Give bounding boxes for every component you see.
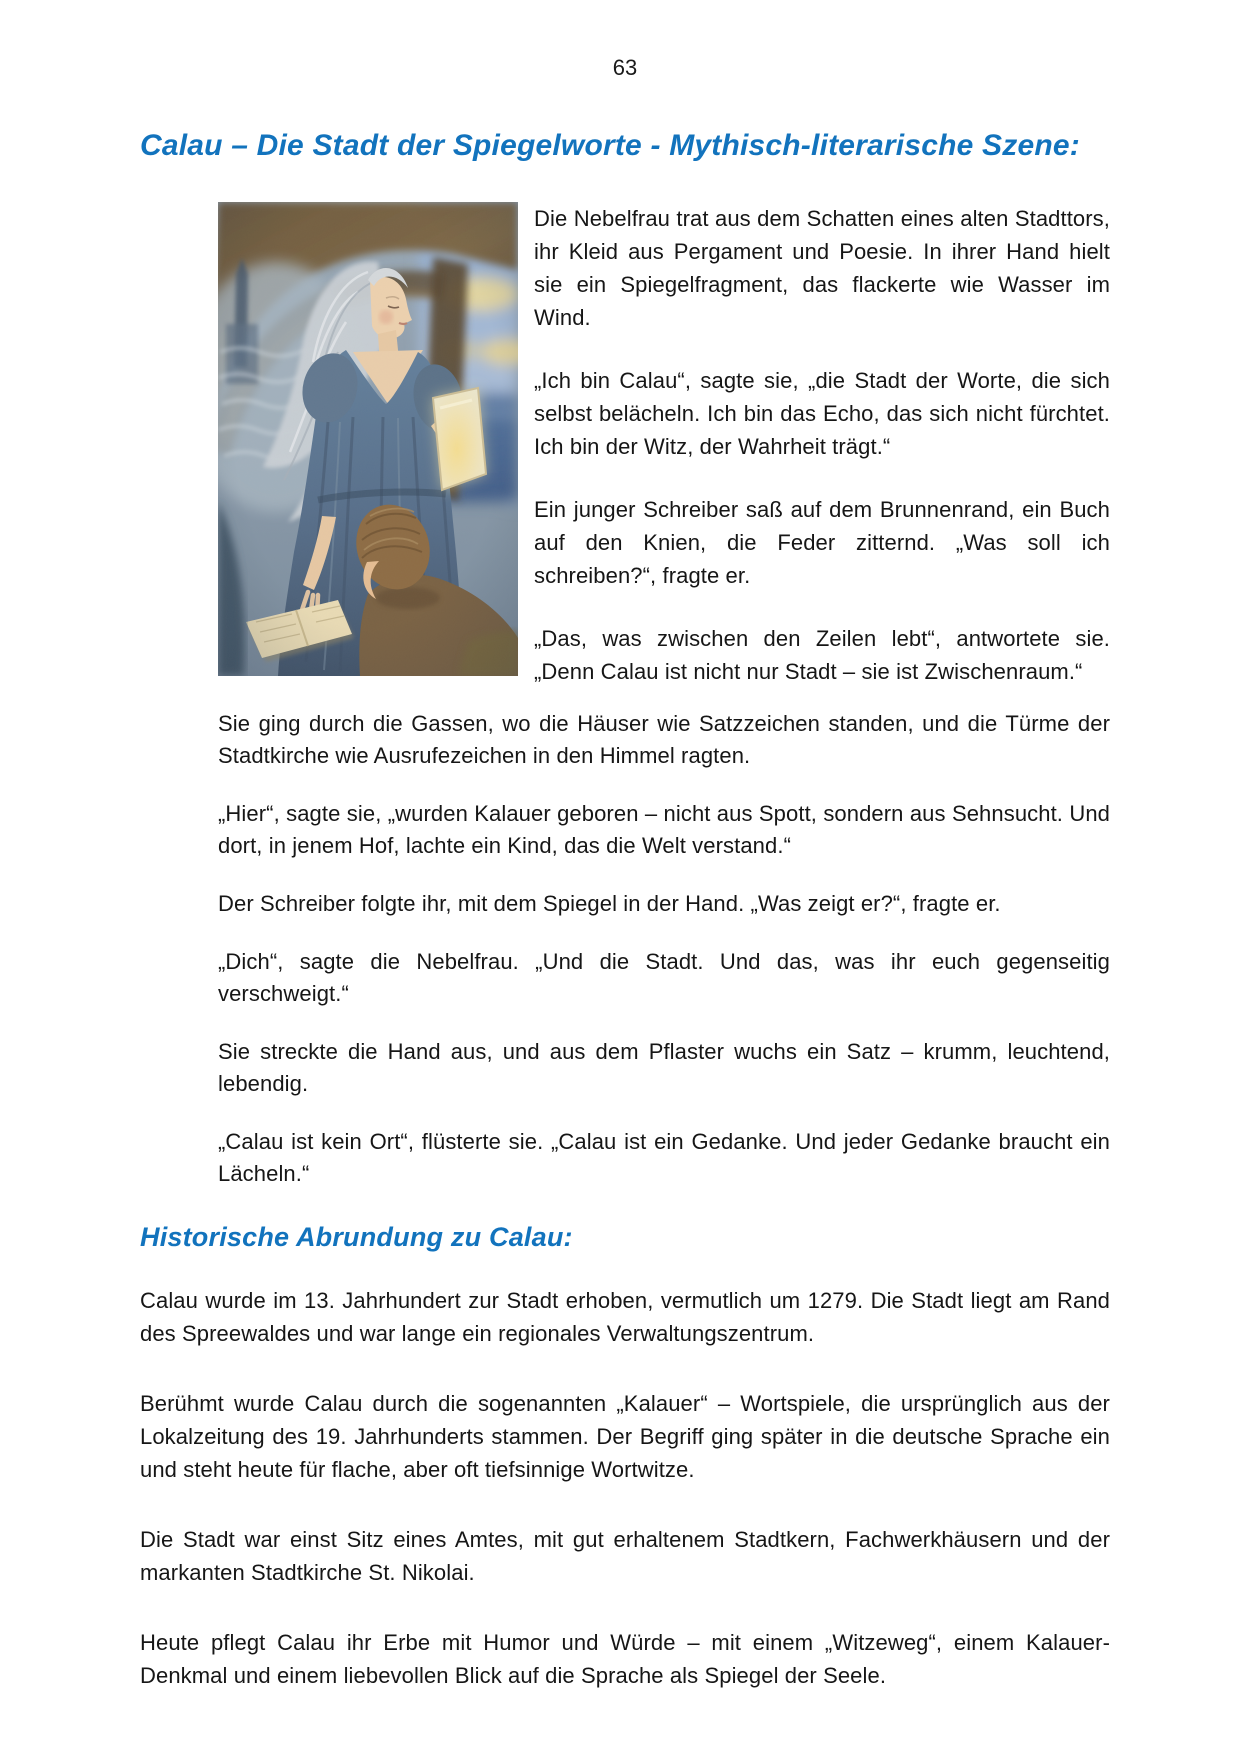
scene-side-text xyxy=(534,202,1110,688)
scene-section-title: Calau – Die Stadt der Spiegelworte - Mythisch-literarische Szene: xyxy=(140,129,1080,162)
nebelfrau-painting-svg xyxy=(218,202,518,676)
paragraph: „Ich bin Calau“, sagte sie, „die Stadt der Worte, die sich selbst belächeln. Ich bin das Echo, das sich nicht fürchtet. Ich bin der Witz, der Wahrheit trägt.“ xyxy=(534,368,1110,459)
paragraph: „Das, was zwischen den Zeilen lebt“, antwortete sie. „Denn Calau ist nicht nur Stadt – sie ist Zwischenraum.“ xyxy=(534,626,1110,684)
paragraph: „Dich“, sagte die Nebelfrau. „Und die Stadt. Und das, was ihr euch gegenseitig verschweigt.“ xyxy=(218,949,1110,1006)
paragraph: Berühmt wurde Calau durch die sogenannten „Kalauer“ – Wortspiele, die ursprünglich aus der Lokalzeitung des 19. Jahrhunderts stammen. Der Begriff ging später in die deutsche Sprache ein und steht heute für flache, aber oft tiefsinnige Wortwitze. xyxy=(140,1391,1110,1482)
paragraph: Sie ging durch die Gassen, wo die Häuser wie Satzzeichen standen, und die Türme der Stadtkirche wie Ausrufezeichen in den Himmel ragten. xyxy=(218,711,1110,768)
paragraph: Calau wurde im 13. Jahrhundert zur Stadt erhoben, vermutlich um 1279. Die Stadt liegt am Rand des Spreewaldes und war lange ein regionales Verwaltungszentrum. xyxy=(140,1288,1110,1346)
paragraph: Heute pflegt Calau ihr Erbe mit Humor und Würde – mit einem „Witzeweg“, einem Kalauer-Denkmal und einem liebevollen Blick auf die Sprache als Spiegel der Seele. xyxy=(140,1630,1110,1688)
paragraph: Die Nebelfrau trat aus dem Schatten eines alten Stadttors, ihr Kleid aus Pergament und Poesie. In ihrer Hand hielt sie ein Spiegelfragment, das flackerte wie Wasser im Wind. xyxy=(534,206,1110,330)
scene-section xyxy=(218,202,1110,1190)
paragraph: „Hier“, sagte sie, „wurden Kalauer geboren – nicht aus Spott, sondern aus Sehnsucht. Und dort, in jenem Hof, lachte ein Kind, das die Welt verstand.“ xyxy=(218,801,1110,858)
history-section xyxy=(140,1284,1110,1692)
history-section-title: Historische Abrundung zu Calau: xyxy=(140,1222,573,1252)
page-number: 63 xyxy=(612,55,638,80)
scene-below-text xyxy=(218,708,1110,1190)
nebelfrau-painting-image xyxy=(218,202,518,676)
paragraph: Die Stadt war einst Sitz eines Amtes, mit gut erhaltenem Stadtkern, Fachwerkhäusern und der markanten Stadtkirche St. Nikolai. xyxy=(140,1527,1110,1585)
paragraph: Sie streckte die Hand aus, und aus dem Pflaster wuchs ein Satz – krumm, leuchtend, lebendig. xyxy=(218,1039,1110,1096)
paragraph: „Calau ist kein Ort“, flüsterte sie. „Calau ist ein Gedanke. Und jeder Gedanke braucht ein Lächeln.“ xyxy=(218,1129,1110,1186)
paragraph: Der Schreiber folgte ihr, mit dem Spiegel in der Hand. „Was zeigt er?“, fragte er. xyxy=(218,891,1001,916)
paragraph: Ein junger Schreiber saß auf dem Brunnenrand, ein Buch auf den Knien, die Feder zitternd. „Was soll ich schreiben?“, fragte er. xyxy=(534,497,1110,588)
